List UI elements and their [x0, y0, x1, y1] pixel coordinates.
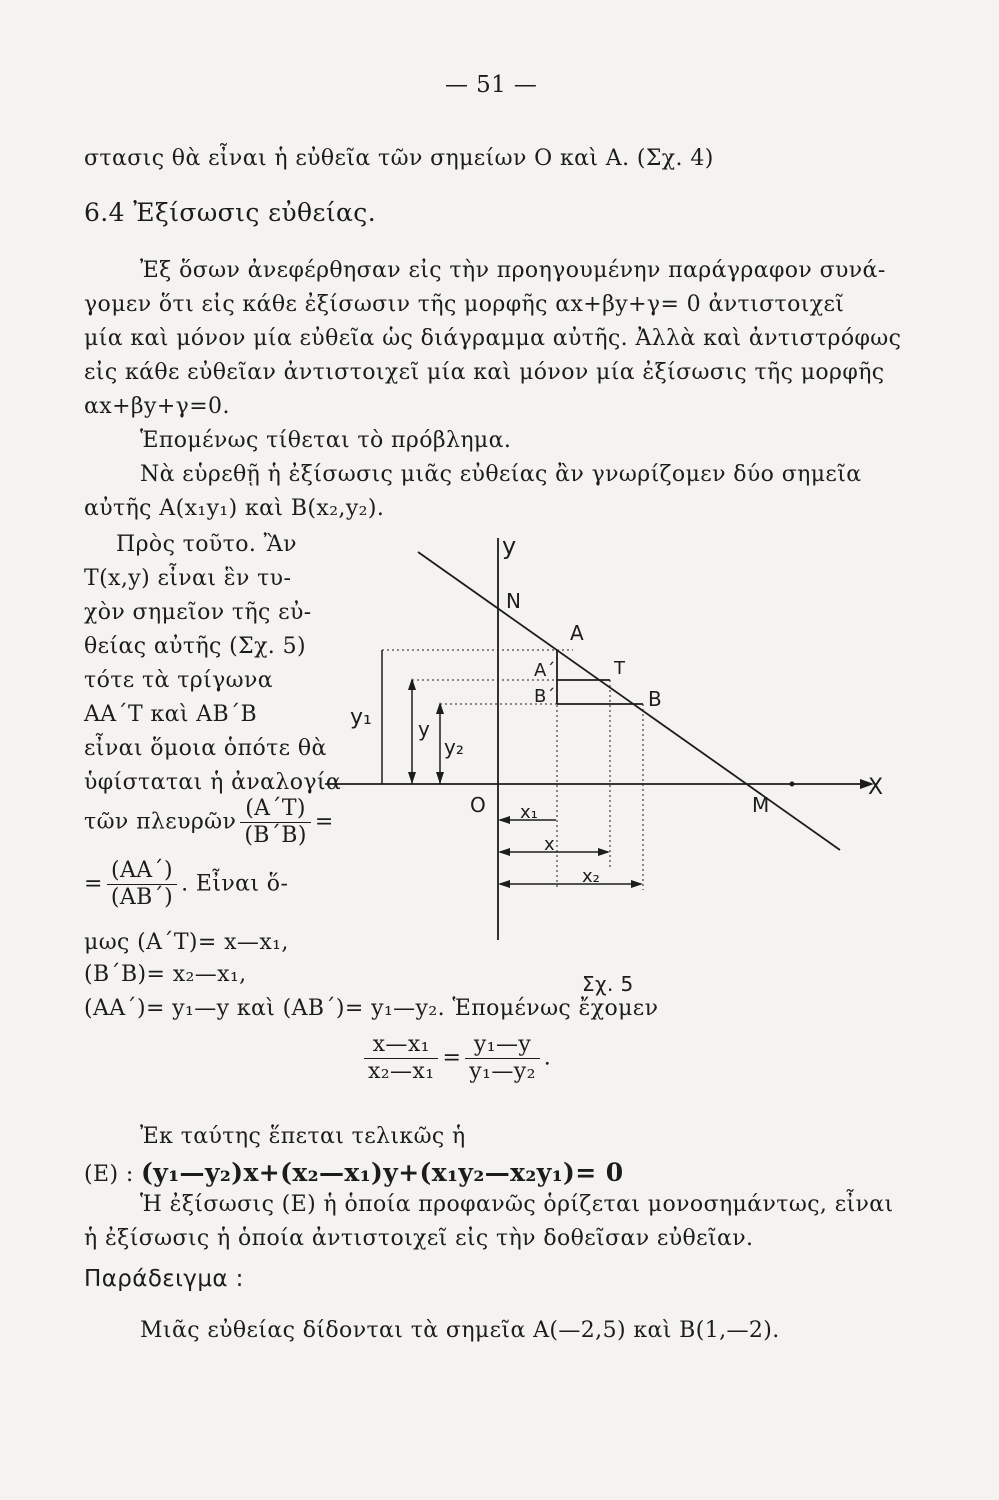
text-line: T(x,y) εἶναι ἓν τυ- — [84, 566, 292, 591]
fraction-denominator: (B΄B) — [244, 823, 307, 848]
label-b-prime: B΄ — [534, 686, 556, 707]
label-origin: O — [470, 793, 486, 817]
text-line: Μιᾶς εὐθείας δίδονται τὰ σημεῖα A(—2,5) καὶ B(1,—2). — [140, 1318, 780, 1343]
equation-e: (y₁—y₂)x+(x₂—x₁)y+(x₁y₂—x₂y₁)= 0 — [141, 1158, 624, 1187]
measure-x2-arrow-right — [631, 880, 643, 888]
page-number: — 51 — — [445, 72, 538, 98]
text-fragment: = — [314, 809, 334, 835]
measure-y-arrow-up — [408, 678, 416, 690]
text-line: Πρὸς τοῦτο. Ἂν — [116, 532, 297, 557]
text-line: (AA΄)= y₁—y καὶ (AB΄)= y₁—y₂. Ἑπομένως ἔχομεν — [84, 996, 659, 1021]
text-line: (B΄B)= x₂—x₁, — [84, 962, 247, 987]
fraction-denominator: x₂—x₁ — [368, 1059, 435, 1084]
label-x-axis: X — [868, 775, 884, 800]
label-t: T — [614, 658, 625, 679]
label-x2: x₂ — [582, 866, 600, 887]
label-y: y — [418, 717, 430, 741]
fraction-line — [84, 858, 288, 911]
text-line: Ἡ ἐξίσωσις (E) ἡ ὁποία προφανῶς ὁρίζεται μονοσημάντως, εἶναι — [140, 1192, 894, 1217]
text-line: αὐτῆς A(x₁y₁) καὶ B(x₂,y₂). — [84, 496, 385, 521]
text-line: αx+βy+γ=0. — [84, 394, 230, 419]
label-y2: y₂ — [444, 735, 464, 759]
label-a-prime: A΄ — [534, 660, 556, 681]
text-line: Νὰ εὑρεθῇ ἡ ἐξίσωσις μιᾶς εὐθείας ἂν γνωρίζομεν δύο σημεῖα — [140, 462, 862, 487]
text-line: μως (A΄T)= x—x₁, — [84, 930, 289, 955]
measure-x-arrow-right — [598, 848, 610, 856]
text-line: μία καὶ μόνον μία εὐθεῖα ὡς διάγραμμα αὐτῆς. Ἀλλὰ καὶ ἀντιστρόφως — [84, 326, 902, 351]
fraction-numerator: x—x₁ — [364, 1032, 438, 1059]
text-line: ὑφίσταται ἡ ἀναλογία — [84, 770, 342, 795]
fraction-numerator: (AA΄) — [107, 858, 177, 885]
text-line: Ἑπομένως τίθεται τὸ πρόβλημα. — [140, 428, 512, 453]
text-fragment: = — [84, 871, 103, 897]
text-line: εἰς κάθε εὐθεῖαν ἀντιστοιχεῖ μία καὶ μόνον μία ἐξίσωσις τῆς μορφῆς — [84, 360, 885, 385]
measure-x1-arrow-left — [498, 816, 510, 824]
measure-x2-arrow-left — [498, 880, 510, 888]
text-fragment: . Εἶναι ὅ- — [181, 871, 289, 897]
fraction-equation — [360, 1032, 551, 1085]
label-m: M — [752, 793, 770, 817]
measure-y-arrow-down — [408, 772, 416, 784]
equals-sign: = — [442, 1045, 462, 1071]
label-y-axis: y — [502, 532, 517, 560]
text-line: γομεν ὅτι εἰς κάθε ἐξίσωσιν τῆς μορφῆς αx+βy+γ= 0 ἀντιστοιχεῖ — [84, 292, 845, 317]
label-x: x — [544, 834, 555, 855]
text-line: εἶναι ὅμοια ὁπότε θὰ — [84, 736, 327, 761]
period: . — [543, 1045, 552, 1071]
fraction — [240, 796, 311, 849]
fraction — [465, 1032, 540, 1085]
text-line: Ἐξ ὅσων ἀνεφέρθησαν εἰς τὴν προηγουμένην παράγραφον συνά- — [140, 258, 886, 283]
fraction-denominator: (AB΄) — [110, 885, 174, 910]
equation-line — [84, 1158, 624, 1187]
label-x1: x₁ — [520, 802, 538, 823]
fraction — [107, 858, 177, 911]
label-y1: y₁ — [350, 705, 372, 730]
fraction — [364, 1032, 438, 1085]
point-m — [790, 782, 795, 787]
label-n: N — [506, 589, 521, 613]
figure-caption: Σχ. 5 — [582, 972, 634, 996]
measure-x-arrow-left — [498, 848, 510, 856]
label-a: A — [570, 621, 584, 645]
fraction-denominator: y₁—y₂ — [469, 1059, 536, 1084]
text-line: ἡ ἐξίσωσις ἡ ὁποία ἀντιστοιχεῖ εἰς τὴν δοθεῖσαν εὐθεῖαν. — [84, 1226, 754, 1251]
text-line: χὸν σημεῖον τῆς εὐ- — [84, 600, 312, 625]
section-heading: 6.4 Ἐξίσωσις εὐθείας. — [84, 198, 377, 227]
text-line: στασις θὰ εἶναι ἡ εὐθεῖα τῶν σημείων Ο καὶ Α. (Σχ. 4) — [84, 146, 714, 171]
text-line: θείας αὐτῆς (Σχ. 5) — [84, 634, 306, 659]
fraction-numerator: y₁—y — [465, 1032, 540, 1059]
measure-y2-arrow-down — [436, 772, 444, 784]
figure-5 — [320, 520, 900, 990]
example-heading: Παράδειγμα : — [84, 1266, 244, 1292]
label-b: B — [648, 687, 662, 711]
measure-y2-arrow-up — [436, 702, 444, 714]
text-line: AA΄T καὶ AB΄B — [84, 702, 258, 727]
fraction-numerator: (A΄T) — [240, 796, 311, 823]
text-fragment: τῶν πλευρῶν — [84, 809, 237, 835]
text-line: Ἐκ ταύτης ἕπεται τελικῶς ἡ — [140, 1124, 466, 1149]
text-line: τότε τὰ τρίγωνα — [84, 668, 274, 693]
equation-label: (E) : — [84, 1162, 134, 1187]
fraction-line — [84, 796, 334, 849]
